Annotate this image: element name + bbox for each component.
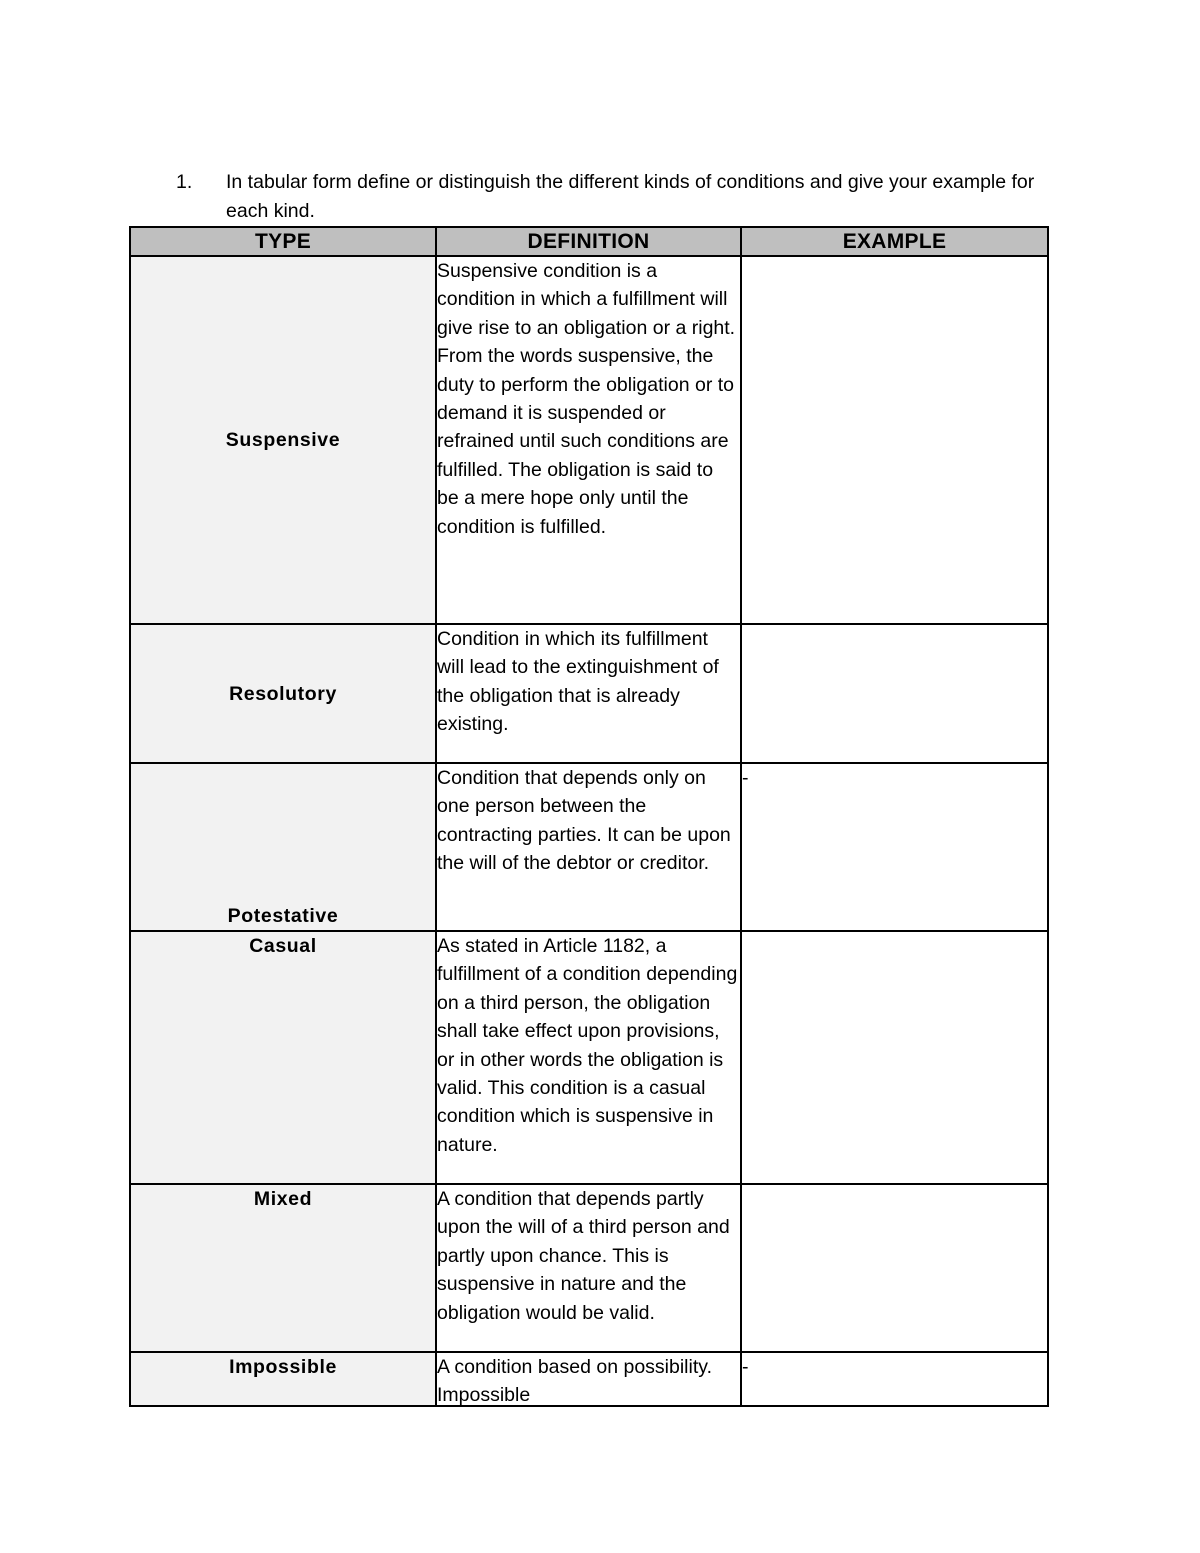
type-label: Resolutory: [229, 682, 337, 705]
example-cell: [741, 624, 1048, 763]
header-definition: DEFINITION: [436, 227, 741, 256]
type-cell: [130, 931, 436, 1184]
definition-cell: [436, 931, 741, 1184]
definition-text: A condition that depends partly upon the will of a third person and partly upon chance. This is suspensive in nature and the obligation would be valid.: [437, 1188, 730, 1324]
example-text: [742, 257, 1047, 623]
header-type: TYPE: [130, 227, 436, 256]
table-row: [130, 256, 1048, 624]
example-cell: [741, 1184, 1048, 1352]
type-cell: [130, 763, 436, 931]
type-cell: [130, 624, 436, 763]
definition-cell: [436, 763, 741, 931]
type-label: Potestative: [227, 905, 339, 927]
definition-text: As stated in Article 1182, a fulfillment of a condition depending on a third person, the obligation shall take effect upon provisions, or in other words the obligation is valid. This condition is a casual condition which is suspensive in nature.: [437, 935, 738, 1156]
definition-cell: [436, 256, 741, 624]
table-row: [130, 931, 1048, 1184]
table-row: [130, 1184, 1048, 1352]
type-label: Suspensive: [225, 429, 341, 451]
question-text: In tabular form define or distinguish the different kinds of conditions and give your example for each kind.: [226, 171, 1035, 222]
example-cell: [741, 763, 1048, 931]
example-text: [742, 932, 1047, 1183]
type-cell: [130, 1352, 436, 1406]
type-label: Impossible: [229, 1356, 337, 1378]
example-text: -: [742, 767, 749, 789]
definition-text: Condition that depends only on one person between the contracting parties. It can be upon the will of the debtor or creditor.: [437, 767, 731, 875]
question-number: 1.: [176, 171, 193, 193]
conditions-table: [129, 226, 1049, 1407]
header-example: EXAMPLE: [741, 227, 1048, 256]
header-row: [130, 227, 1048, 256]
table-row: [130, 624, 1048, 763]
example-cell: [741, 1352, 1048, 1406]
definition-cell: [436, 1184, 741, 1352]
type-cell: [130, 256, 436, 624]
example-cell: [741, 256, 1048, 624]
definition-text: Condition in which its fulfillment will lead to the extinguishment of the obligation that is already existing.: [437, 628, 719, 736]
definition-cell: [436, 1352, 741, 1406]
example-text: [742, 1185, 1047, 1351]
example-text: [742, 625, 1047, 762]
definition-text: Suspensive condition is a condition in which a fulfillment will give rise to an obligation or a right. From the words suspensive, the duty to perform the obligation or to demand it is suspended or refrained until such conditions are fulfilled. The obligation is said to be a mere hope only until the condition is fulfilled.: [437, 260, 736, 538]
example-text: -: [742, 1356, 749, 1378]
type-label: Casual: [249, 935, 317, 957]
example-cell: [741, 931, 1048, 1184]
type-label: Mixed: [253, 1188, 313, 1210]
definition-text: A condition based on possibility. Impossible: [437, 1356, 712, 1405]
type-cell: [130, 1184, 436, 1352]
question: [176, 168, 1056, 226]
table-row: [130, 1352, 1048, 1406]
definition-cell: [436, 624, 741, 763]
table-row: [130, 763, 1048, 931]
